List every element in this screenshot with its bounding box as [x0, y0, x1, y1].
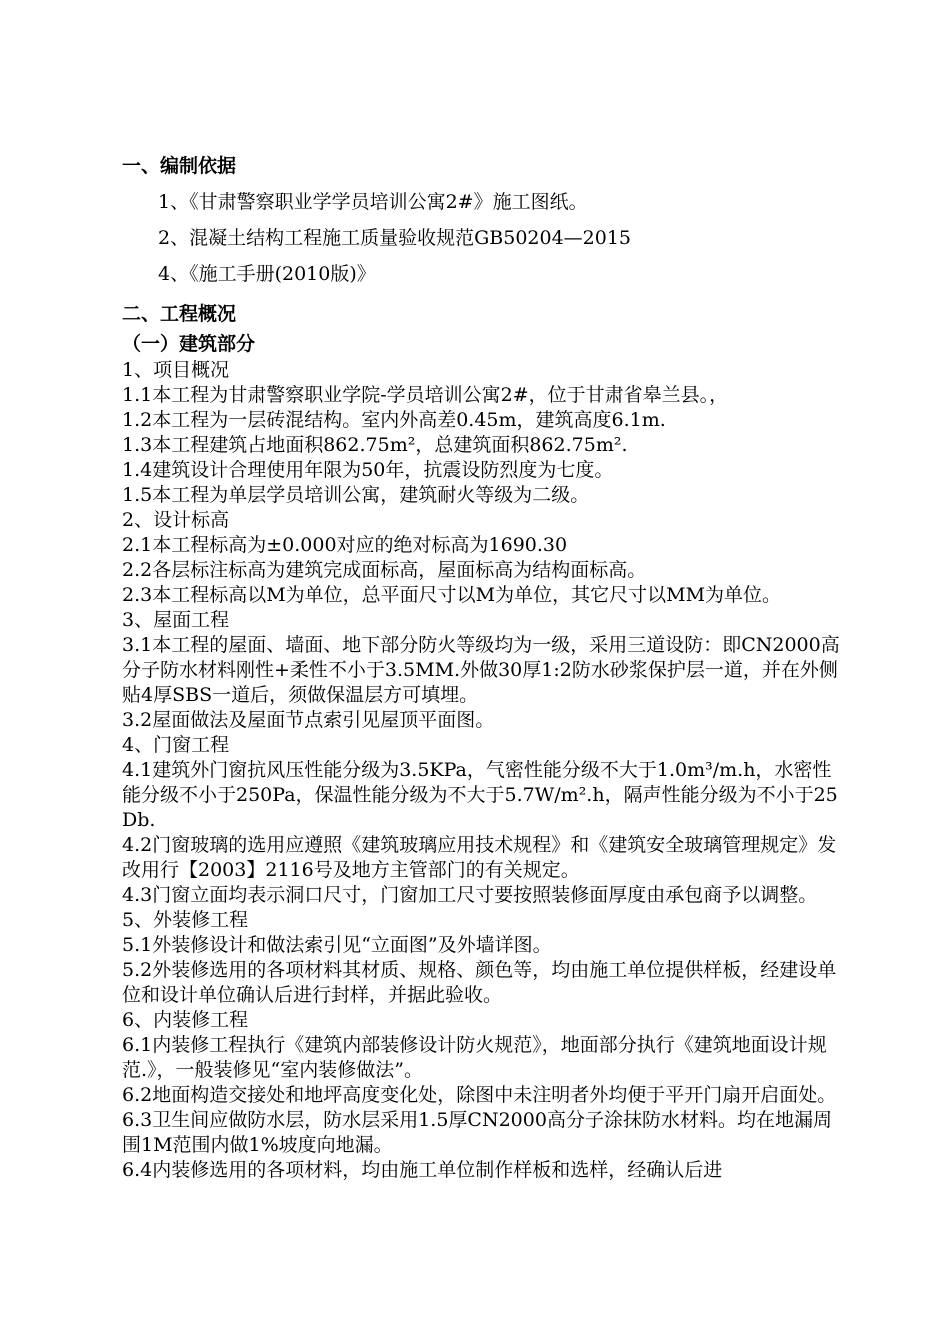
paragraph-5-1: 5.1外装修设计和做法索引见“立面图”及外墙详图。	[122, 934, 552, 956]
heading-doors-windows: 4、门窗工程	[122, 734, 230, 756]
paragraph-3-2: 3.2屋面做法及屋面节点索引见屋顶平面图。	[122, 709, 495, 731]
paragraph-4-2: 4.2门窗玻璃的选用应遵照《建筑玻璃应用技术规程》和《建筑安全玻璃管理规定》发改用行【2003】2116号及地方主管部门的有关规定。	[122, 834, 837, 881]
paragraph-4-1: 4.1建筑外门窗抗风压性能分级为3.5KPa，气密性能分级不大于1.0m³/m.h，水密性能分级不小于250Pa，保温性能分级为不大于5.7W/m².h，隔声性能分级为不小于25Db.	[122, 759, 838, 831]
section-heading-basis: 一、编制依据	[122, 155, 237, 177]
paragraph-1-2: 1.2本工程为一层砖混结构。室内外高差0.45m，建筑高度6.1m.	[122, 409, 666, 431]
paragraph-5-2: 5.2外装修选用的各项材料其材质、规格、颜色等，均由施工单位提供样板，经建设单位和设计单位确认后进行封样，并据此验收。	[122, 959, 837, 1006]
basis-item-3: 4、《施工手册(2010版)》	[158, 263, 376, 285]
paragraph-6-4: 6.4内装修选用的各项材料，均由施工单位制作样板和选样，经确认后进	[122, 1159, 723, 1181]
basis-item-1: 1、《甘肃警察职业学学员培训公寓2#》施工图纸。	[158, 191, 588, 213]
paragraph-1-3: 1.3本工程建筑占地面积862.75m²，总建筑面积862.75m².	[122, 434, 628, 456]
heading-design-elevation: 2、设计标高	[122, 509, 230, 531]
paragraph-6-3: 6.3卫生间应做防水层，防水层采用1.5厚CN2000高分子涂抹防水材料。均在地漏周围1M范围内做1%坡度向地漏。	[122, 1109, 832, 1156]
section-heading-overview: 二、工程概况	[122, 303, 237, 325]
paragraph-1-5: 1.5本工程为单层学员培训公寓，建筑耐火等级为二级。	[122, 484, 590, 506]
paragraph-2-3: 2.3本工程标高以M为单位，总平面尺寸以M为单位，其它尺寸以MM为单位。	[122, 584, 782, 606]
heading-interior-finish: 6、内装修工程	[122, 1009, 249, 1031]
heading-exterior-finish: 5、外装修工程	[122, 909, 249, 931]
basis-item-2: 2、混凝土结构工程施工质量验收规范GB50204—2015	[158, 227, 632, 249]
paragraph-2-2: 2.2各层标注标高为建筑完成面标高，屋面标高为结构面标高。	[122, 559, 647, 581]
heading-roof-works: 3、屋面工程	[122, 609, 230, 631]
paragraph-3-1: 3.1本工程的屋面、墙面、地下部分防火等级均为一级，采用三道设防：即CN2000高分子防水材料刚性+柔性不小于3.5MM.外做30厚1:2防水砂浆保护层一道，并在外侧贴4厚SBS一道后，须做保温层方可填埋。	[122, 634, 840, 706]
heading-project-overview: 1、项目概况	[122, 359, 230, 381]
paragraph-6-2: 6.2地面构造交接处和地坪高度变化处，除图中未注明者外均便于平开门扇开启面处。	[122, 1084, 837, 1106]
paragraph-2-1: 2.1本工程标高为±0.000对应的绝对标高为1690.30	[122, 534, 568, 556]
paragraph-6-1: 6.1内装修工程执行《建筑内部装修设计防火规范》，地面部分执行《建筑地面设计规范.》，一般装修见“室内装修做法”。	[122, 1034, 827, 1081]
document-body	[122, 150, 842, 1183]
paragraph-1-4: 1.4建筑设计合理使用年限为50年，抗震设防烈度为七度。	[122, 459, 614, 481]
paragraph-1-1: 1.1本工程为甘肃警察职业学院-学员培训公寓2#，位于甘肃省皋兰县。，	[122, 384, 729, 406]
paragraph-4-3: 4.3门窗立面均表示洞口尺寸，门窗加工尺寸要按照装修面厚度由承包商予以调整。	[122, 884, 818, 906]
subsection-heading-architecture: （一）建筑部分	[122, 333, 256, 355]
